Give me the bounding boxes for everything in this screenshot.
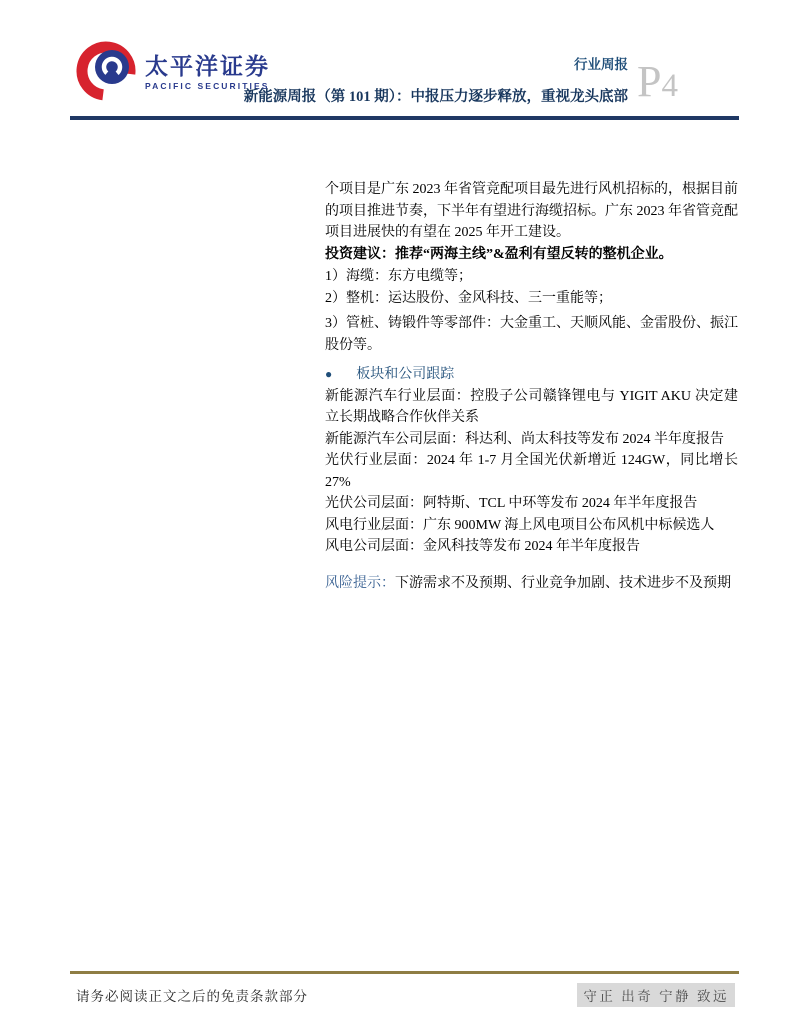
investment-advice: 投资建议：推荐“两海主线”&盈利有望反转的整机企业。 (325, 246, 673, 262)
page-number (637, 57, 678, 106)
footer-disclaimer: 请务必阅读正文之后的免责条款部分 (76, 989, 308, 1004)
section-heading-label: 板块和公司跟踪 (356, 367, 455, 382)
tracking-item: 新能源汽车行业层面：控股子公司赣锋锂电与 YIGIT AKU 决定建立长期战略合作伙伴关系 (325, 388, 738, 425)
report-body (325, 179, 738, 594)
list-item: 3）管桩、铸锻件等零部件：大金重工、天顺风能、金雷股份、振江股份等。 (325, 316, 738, 353)
tracking-item: 光伏公司层面：阿特斯、TCL 中环等发布 2024 年半年度报告 (325, 496, 698, 511)
company-logo (76, 38, 270, 102)
logo-name-en: PACIFIC SECURITIES (145, 81, 270, 92)
page-number-letter: P (637, 57, 662, 106)
bullet-icon: ● (325, 367, 333, 381)
tracking-item: 新能源汽车公司层面：科达利、尚太科技等发布 2024 半年度报告 (325, 431, 724, 447)
body-paragraph: 个项目是广东 2023 年省管竞配项目最先进行风机招标的，根据目前的项目推进节奏，下半年有望进行海缆招标。广东 2023 年省管竞配项目进展快的有望在 2025 年开工建设。 (325, 182, 738, 240)
report-type-label: 行业周报 (574, 57, 628, 72)
list-item: 2）整机：运达股份、金风科技、三一重能等； (325, 290, 612, 306)
logo-name-cn: 太平洋证券 (145, 53, 270, 79)
tracking-item: 风电公司层面：金风科技等发布 2024 年半年度报告 (325, 539, 640, 554)
tracking-item: 光伏行业层面：2024 年 1-7 月全国光伏新增近 124GW，同比增长 27% (325, 453, 738, 490)
risk-text: 下游需求不及预期、行业竞争加剧、技术进步不及预期 (395, 575, 731, 591)
list-item: 1）海缆：东方电缆等； (325, 268, 472, 284)
tracking-item: 风电行业层面：广东 900MW 海上风电项目公布风机中标候选人 (325, 517, 715, 533)
section-heading (325, 364, 738, 386)
risk-label: 风险提示： (325, 575, 395, 591)
header-titles (244, 53, 628, 106)
footer-motto: 守正 出奇 宁静 致远 (577, 983, 735, 1007)
report-title: 新能源周报（第 101 期）：中报压力逐步释放，重视龙头底部 (243, 89, 628, 105)
header-divider (70, 116, 739, 120)
risk-statement (325, 573, 738, 595)
page-number-digit: 4 (661, 68, 678, 104)
pacific-securities-logo-icon (76, 38, 140, 102)
footer-divider (70, 971, 739, 974)
